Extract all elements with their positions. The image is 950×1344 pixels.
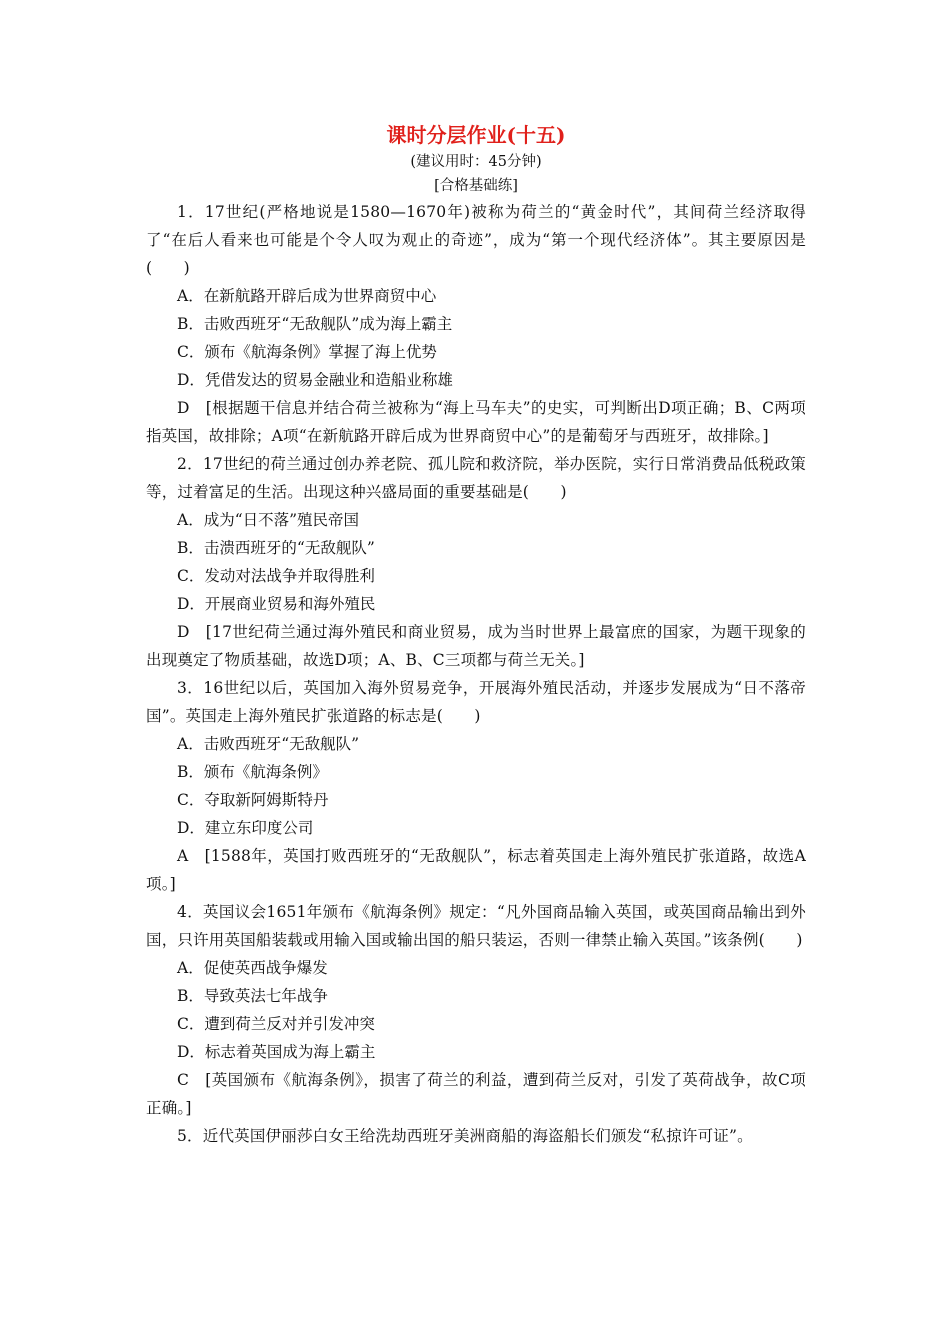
- option-c: C．遭到荷兰反对并引发冲突: [177, 1015, 375, 1033]
- option-c: C．发动对法战争并取得胜利: [177, 567, 375, 585]
- question-stem: 2．17世纪的荷兰通过创办养老院、孤儿院和救济院，举办医院，实行日常消费品低税政策等，过着富足的生活。出现这种兴盛局面的重要基础是( ): [146, 455, 806, 501]
- option-b: B．击溃西班牙的“无敌舰队”: [177, 539, 375, 557]
- question-stem: 1．17世纪(严格地说是1580—1670年)被称为荷兰的“黄金时代”，其间荷兰经济取得了“在后人看来也可能是个令人叹为观止的奇迹”，成为“第一个现代经济体”。其主要原因是( ): [146, 203, 806, 277]
- option-d: D．建立东印度公司: [177, 819, 314, 837]
- option-a: A．促使英西战争爆发: [177, 959, 328, 977]
- question-1: [146, 198, 806, 450]
- document-page: [146, 120, 806, 1150]
- question-4: [146, 898, 806, 1122]
- option-d: D．开展商业贸易和海外殖民: [177, 595, 376, 613]
- page-title: 课时分层作业(十五): [386, 123, 566, 147]
- answer-explanation: D [根据题干信息并结合荷兰被称为“海上马车夫”的史实，可判断出D项正确；B、C两项指英国，故排除；A项“在新航路开辟后成为世界商贸中心”的是葡萄牙与西班牙，故排除。]: [146, 399, 806, 445]
- suggested-time: (建议用时：45分钟): [410, 154, 542, 170]
- question-2: [146, 450, 806, 674]
- answer-explanation: C [英国颁布《航海条例》，损害了荷兰的利益，遭到荷兰反对，引发了英荷战争，故C项正确。]: [146, 1071, 806, 1117]
- question-stem: 3．16世纪以后，英国加入海外贸易竞争，开展海外殖民活动，并逐步发展成为“日不落帝国”。英国走上海外殖民扩张道路的标志是( ): [146, 679, 806, 725]
- option-c: C．夺取新阿姆斯特丹: [177, 791, 329, 809]
- question-stem: 4．英国议会1651年颁布《航海条例》规定：“凡外国商品输入英国，或英国商品输出到外国，只许用英国船装载或用输入国或输出国的船只装运，否则一律禁止输入英国。”该条例( ): [146, 903, 806, 949]
- option-a: A．成为“日不落”殖民帝国: [177, 511, 360, 529]
- option-b: B．击败西班牙“无敌舰队”成为海上霸主: [177, 315, 453, 333]
- option-d: D．标志着英国成为海上霸主: [177, 1043, 376, 1061]
- answer-explanation: A [1588年，英国打败西班牙的“无敌舰队”，标志着英国走上海外殖民扩张道路，故选A项。]: [146, 847, 806, 893]
- option-b: B．颁布《航海条例》: [177, 763, 328, 781]
- option-a: A．在新航路开辟后成为世界商贸中心: [177, 287, 437, 305]
- question-stem: 5．近代英国伊丽莎白女王给洗劫西班牙美洲商船的海盗船长们颁发“私掠许可证”。: [177, 1127, 753, 1145]
- question-3: [146, 674, 806, 898]
- option-c: C．颁布《航海条例》掌握了海上优势: [177, 343, 437, 361]
- section-heading: [合格基础练]: [434, 178, 518, 194]
- option-b: B．导致英法七年战争: [177, 987, 328, 1005]
- question-5: [146, 1122, 806, 1150]
- answer-explanation: D [17世纪荷兰通过海外殖民和商业贸易，成为当时世界上最富庶的国家，为题干现象的出现奠定了物质基础，故选D项；A、B、C三项都与荷兰无关。]: [146, 623, 806, 669]
- option-a: A．击败西班牙“无敌舰队”: [177, 735, 360, 753]
- option-d: D．凭借发达的贸易金融业和造船业称雄: [177, 371, 453, 389]
